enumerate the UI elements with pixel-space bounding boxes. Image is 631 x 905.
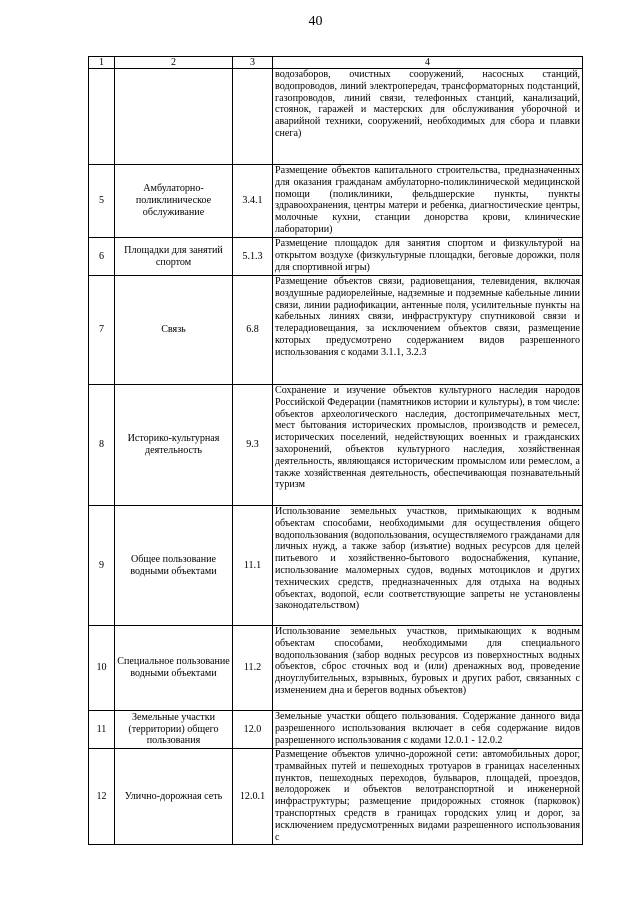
row-description: Размещение площадок для занятия спортом и физкультурой на открытом воздухе (физкультурные площадки, беговые дорожки, поля для спортивной игры) (273, 238, 583, 276)
row-code: 6.8 (233, 276, 273, 385)
row-number: 12 (89, 749, 115, 845)
row-code: 9.3 (233, 385, 273, 506)
row-description: водозаборов, очистных сооружений, насосных станций, водопроводов, линий электропередач, трансформаторных подстанций, газопроводов, линий связи, телефонных станций, канализаций, стоянок, гаражей и мастерских для обслуживания уборочной и аварийной техники, сооружений, необходимых для сбора и плавки снега) (273, 69, 583, 165)
table-row (89, 711, 583, 749)
table-row (89, 276, 583, 385)
table-row (89, 749, 583, 845)
row-description: Размещение объектов улично-дорожной сети: автомобильных дорог, трамвайных путей и пешеходных тротуаров в границах населенных пунктов, пешеходных переходов, бульваров, площадей, проездов, велодорожек и объектов велотранспортной и инженерной инфраструктуры; размещение придорожных стоянок (парковок) транспортных средств в границах городских улиц и дорог, за исключением предусмотренных видами разрешенного использования с (273, 749, 583, 845)
row-number: 11 (89, 711, 115, 749)
row-name: Амбулаторно-поликлиническое обслуживание (115, 165, 233, 238)
row-name: Связь (115, 276, 233, 385)
row-description: Размещение объектов капитального строительства, предназначенных для оказания гражданам амбулаторно-поликлинической медицинской помощи (поликлиники, фельдшерские пункты, пункты здравоохранения, центры матери и ребенка, диагностические центры, молочные кухни, станции донорства крови, клинические лаборатории) (273, 165, 583, 238)
row-code: 12.0.1 (233, 749, 273, 845)
header-col-2: 2 (115, 57, 233, 69)
row-description: Сохранение и изучение объектов культурного наследия народов Российской Федерации (памятников истории и культуры), в том числе: объектов археологического наследия, достопримечательных мест, мест бытования исторических промыслов, производств и ремесел, исторических поселений, недействующих военных и гражданских захоронений, объектов культурного наследия, хозяйственная деятельность, являющаяся историческим промыслом или ремеслом, а также хозяйственная деятельность, обеспечивающая познавательный туризм (273, 385, 583, 506)
header-col-1: 1 (89, 57, 115, 69)
row-name: Специальное пользование водными объектами (115, 626, 233, 711)
row-code (233, 69, 273, 165)
row-code: 3.4.1 (233, 165, 273, 238)
header-col-3: 3 (233, 57, 273, 69)
row-code: 11.2 (233, 626, 273, 711)
row-description: Использование земельных участков, примыкающих к водным объектам способами, необходимыми для специального водопользования (забор водных ресурсов из поверхностных водных объектов, сброс сточных вод и (или) дренажных вод, проведение дноуглубительных, взрывных, буровых и других работ, связанных с изменением дна и берегов водных объектов) (273, 626, 583, 711)
row-name: Общее пользование водными объектами (115, 506, 233, 626)
table-row (89, 506, 583, 626)
row-code: 12.0 (233, 711, 273, 749)
row-name: Историко-культурная деятельность (115, 385, 233, 506)
row-number: 10 (89, 626, 115, 711)
row-name: Площадки для занятий спортом (115, 238, 233, 276)
row-description: Размещение объектов связи, радиовещания, телевидения, включая воздушные радиорелейные, надземные и подземные кабельные линии связи, линии радиофикации, антенные поля, усилительные пункты на кабельных линиях связи, инфраструктуру спутниковой связи и телерадиовещания, за исключением объектов связи, размещение которых предусмотрено содержанием видов разрешенного использования с кодами 3.1.1, 3.2.3 (273, 276, 583, 385)
row-number (89, 69, 115, 165)
row-name: Улично-дорожная сеть (115, 749, 233, 845)
row-description: Использование земельных участков, примыкающих к водным объектам способами, необходимыми для осуществления общего водопользования (водопользования, осуществляемого гражданами для личных нужд, а также забор (изъятие) водных ресурсов для целей питьевого и хозяйственно-бытового водоснабжения, купание, использование маломерных судов, водных мотоциклов и других технических средств, предназначенных для отдыха на водных объектах, водопой, если соответствующие запреты не установлены законодательством) (273, 506, 583, 626)
row-name: Земельные участки (территории) общего пользования (115, 711, 233, 749)
page-number: 40 (308, 14, 323, 29)
row-code: 5.1.3 (233, 238, 273, 276)
table-row (89, 385, 583, 506)
row-number: 8 (89, 385, 115, 506)
row-code: 11.1 (233, 506, 273, 626)
row-number: 6 (89, 238, 115, 276)
table-row (89, 626, 583, 711)
land-use-table (88, 56, 583, 845)
table-header-row (89, 57, 583, 69)
row-number: 7 (89, 276, 115, 385)
table-row (89, 165, 583, 238)
header-col-4: 4 (273, 57, 583, 69)
row-number: 5 (89, 165, 115, 238)
row-description: Земельные участки общего пользования. Содержание данного вида разрешенного использования включает в себя содержание видов разрешенного использования с кодами 12.0.1 - 12.0.2 (273, 711, 583, 749)
table-row (89, 69, 583, 165)
table-row (89, 238, 583, 276)
row-name (115, 69, 233, 165)
row-number: 9 (89, 506, 115, 626)
